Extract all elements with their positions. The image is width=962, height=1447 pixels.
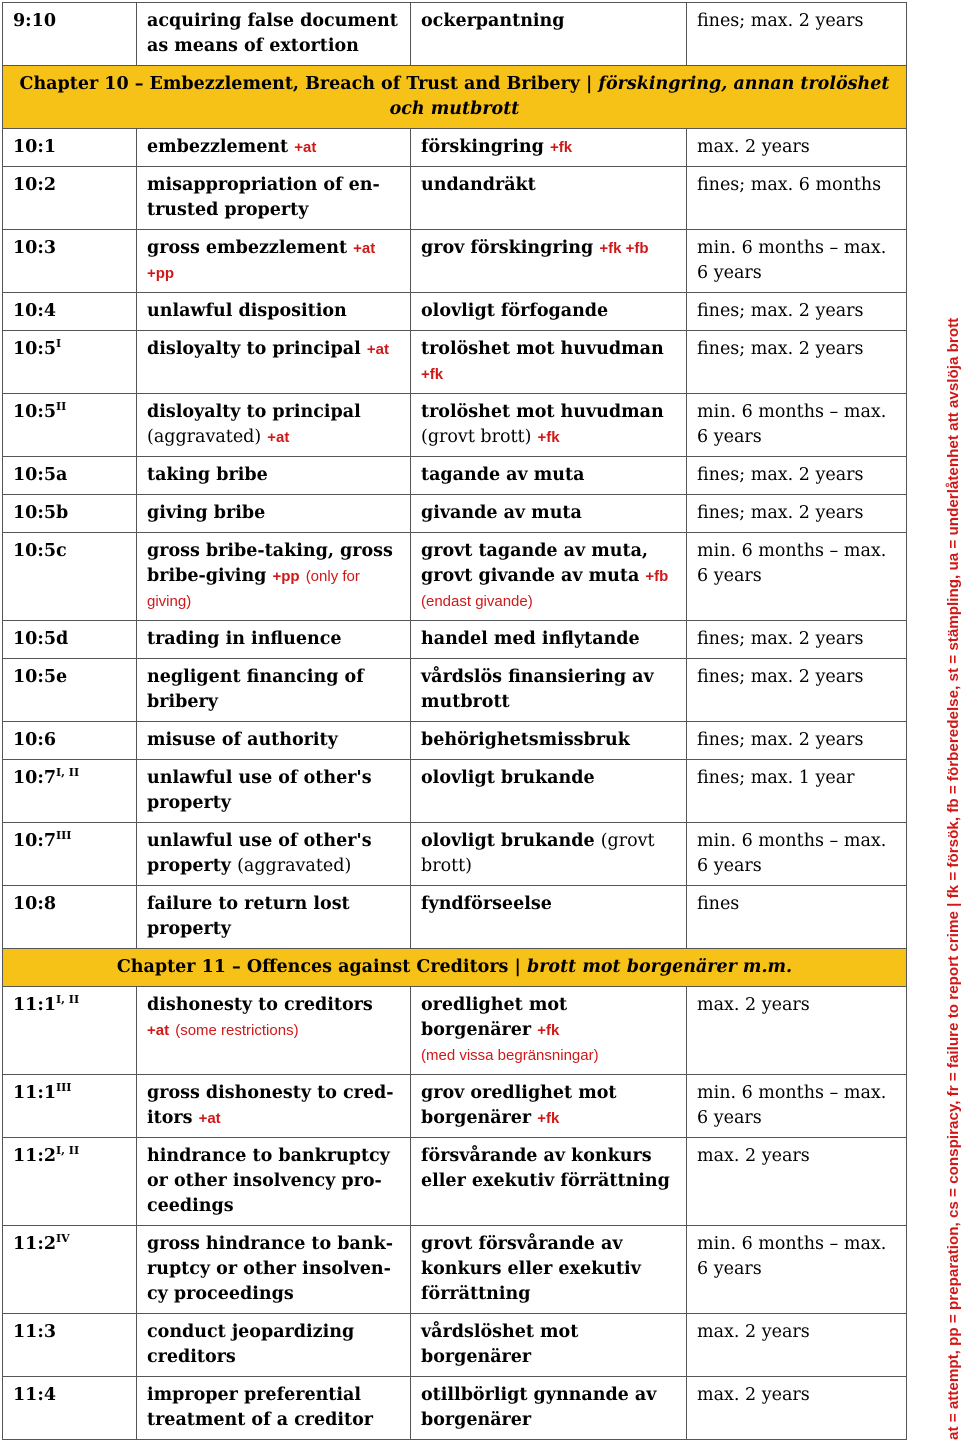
section-number: 10:8 [13, 894, 56, 914]
offence-en: misappropriation of entrusted property [147, 175, 380, 220]
penalty: max. 2 years [697, 995, 810, 1015]
penalty-cell [687, 394, 907, 457]
penalty-cell [687, 621, 907, 659]
penalty-cell [687, 495, 907, 533]
offence-sv: trolöshet mot huvudman [421, 402, 664, 422]
penalty: min. 6 months – max. 6 years [697, 1083, 887, 1128]
section-number: 10:2 [13, 175, 56, 195]
section-number: 11:1 [13, 1083, 56, 1103]
penalty: min. 6 months – max. 6 years [697, 541, 887, 586]
offence-en: gross hindrance to bankruptcy or other insolvency proceedings [147, 1234, 393, 1304]
section-cell [3, 293, 137, 331]
offence-en-cell [137, 167, 411, 230]
table-row [3, 394, 907, 457]
offence-sv-cell [411, 394, 687, 457]
penalty-cell [687, 457, 907, 495]
section-number: 10:6 [13, 730, 56, 750]
penalty: fines; max. 2 years [697, 730, 864, 750]
section-paragraph: II [56, 400, 67, 413]
offence-en-cell [137, 659, 411, 722]
penalty-cell [687, 3, 907, 66]
section-cell [3, 1075, 137, 1138]
offence-sv-cell [411, 1075, 687, 1138]
offence-en-cell [137, 3, 411, 66]
offence-en-tag: +at +pp [147, 240, 376, 282]
offence-sv: fyndförseelse [421, 894, 552, 914]
section-cell [3, 495, 137, 533]
section-number: 10:5b [13, 503, 69, 523]
penalty-table-body [3, 3, 907, 1440]
section-cell [3, 722, 137, 760]
chapter-heading-row [3, 949, 907, 987]
offence-sv: behörighetsmissbruk [421, 730, 630, 750]
penalty: fines; max. 2 years [697, 301, 864, 321]
offence-en: unlawful use of other's property [147, 831, 372, 876]
penalty-cell [687, 1138, 907, 1226]
section-number: 10:5d [13, 629, 69, 649]
abbreviation-legend: at = attempt, pp = preparation, cs = conspiracy, fr = failure to report crime | fk = försök, fb = förberedelse, st = stämpling, ua = underlåtenhet att avslöja brott [945, 317, 962, 1440]
offence-en-cell [137, 987, 411, 1075]
offence-en-tag: +at [294, 139, 317, 156]
offence-sv: otillbörligt gynnande av borgenärer [421, 1385, 657, 1430]
penalty: max. 2 years [697, 1322, 810, 1342]
offence-en: misuse of authority [147, 730, 338, 750]
section-cell [3, 1138, 137, 1226]
section-number: 11:2 [13, 1234, 56, 1254]
offence-en-cell [137, 495, 411, 533]
offence-en: disloyalty to principal [147, 339, 361, 359]
table-row [3, 659, 907, 722]
table-row [3, 293, 907, 331]
offence-en-note: (aggravated) [237, 856, 352, 876]
penalty-table [2, 2, 907, 1440]
table-row [3, 621, 907, 659]
section-number: 10:3 [13, 238, 56, 258]
offence-en: unlawful disposition [147, 301, 347, 321]
section-cell [3, 129, 137, 167]
table-row [3, 167, 907, 230]
section-cell [3, 230, 137, 293]
section-paragraph: I [56, 337, 62, 350]
penalty: fines; max. 2 years [697, 503, 864, 523]
offence-sv: vårdslös finansiering av mutbrott [421, 667, 654, 712]
offence-sv: olovligt förfogande [421, 301, 609, 321]
section-paragraph: IV [56, 1232, 70, 1245]
table-row [3, 1075, 907, 1138]
offence-sv-tag: +fb [645, 568, 669, 585]
table-row [3, 886, 907, 949]
offence-en-cell [137, 331, 411, 394]
table-row [3, 230, 907, 293]
section-number: 10:1 [13, 137, 56, 157]
table-row [3, 1226, 907, 1314]
offence-en: hindrance to bankruptcy or other insolvency proceedings [147, 1146, 390, 1216]
offence-en: unlawful use of other's property [147, 768, 372, 813]
table-row [3, 823, 907, 886]
penalty-cell [687, 659, 907, 722]
offence-en-cell [137, 293, 411, 331]
offence-sv-remark: (med vissa begränsningar) [421, 1047, 599, 1064]
section-cell [3, 823, 137, 886]
penalty-cell [687, 129, 907, 167]
offence-sv-tag: +fk [537, 1022, 560, 1039]
offence-en: taking bribe [147, 465, 268, 485]
offence-sv: handel med inflytande [421, 629, 640, 649]
offence-sv-tag: +fk [537, 1110, 560, 1127]
offence-en-cell [137, 722, 411, 760]
section-number: 9:10 [13, 11, 56, 31]
offence-sv: vårdslöshet mot borgenärer [421, 1322, 579, 1367]
penalty-cell [687, 230, 907, 293]
offence-sv: tagande av muta [421, 465, 585, 485]
offence-sv-cell [411, 1226, 687, 1314]
offence-en-cell [137, 621, 411, 659]
penalty-cell [687, 1226, 907, 1314]
offence-sv-tag: +fk [549, 139, 573, 156]
offence-sv-cell [411, 987, 687, 1075]
offence-sv-cell [411, 760, 687, 823]
offence-en-cell [137, 457, 411, 495]
offence-sv: trolöshet mot huvudman [421, 339, 664, 359]
offence-sv-cell [411, 1314, 687, 1377]
chapter-heading-row [3, 66, 907, 129]
offence-sv: grovt försvårande av konkurs eller exekutiv förrättning [421, 1234, 641, 1304]
section-cell [3, 987, 137, 1075]
offence-sv: undandräkt [421, 175, 536, 195]
offence-sv-cell [411, 495, 687, 533]
offence-sv-tag: +fk +fb [599, 240, 649, 257]
penalty: fines; max. 1 year [697, 768, 855, 788]
penalty: max. 2 years [697, 1146, 810, 1166]
offence-en-cell [137, 394, 411, 457]
offence-en-cell [137, 1314, 411, 1377]
offence-en-cell [137, 533, 411, 621]
offence-en: improper preferential treatment of a creditor [147, 1385, 374, 1430]
offence-sv: grovt tagande av muta, grovt givande av muta [421, 541, 649, 586]
offence-sv: grov förskingring [421, 238, 594, 258]
chapter-title-en: Chapter 11 – Offences against Creditors | [116, 957, 521, 977]
penalty-cell [687, 533, 907, 621]
offence-en-tag: +at [147, 1022, 170, 1039]
section-number: 10:7 [13, 831, 56, 851]
offence-sv-cell [411, 230, 687, 293]
penalty: min. 6 months – max. 6 years [697, 831, 887, 876]
section-number: 10:4 [13, 301, 56, 321]
table-row [3, 331, 907, 394]
offence-sv-cell [411, 621, 687, 659]
chapter-title-en: Chapter 10 – Embezzlement, Breach of Trust and Bribery | [19, 74, 593, 94]
offence-en-remark: (only for giving) [147, 568, 360, 610]
chapter-heading [3, 66, 907, 129]
offence-en-tag: +at [366, 341, 389, 358]
penalty-cell [687, 823, 907, 886]
table-row [3, 533, 907, 621]
penalty: fines; max. 2 years [697, 667, 864, 687]
section-paragraph: I, II [56, 993, 80, 1006]
section-cell [3, 331, 137, 394]
section-number: 10:7 [13, 768, 56, 788]
section-number: 10:5e [13, 667, 68, 687]
table-row [3, 722, 907, 760]
offence-en: giving bribe [147, 503, 266, 523]
offence-en: negligent financing of bribery [147, 667, 364, 712]
section-number: 10:5 [13, 339, 56, 359]
section-cell [3, 1314, 137, 1377]
offence-en: gross bribe-taking, gross bribe-giving [147, 541, 393, 586]
offence-en: acquiring false document as means of extortion [147, 11, 398, 56]
section-number: 10:5 [13, 402, 56, 422]
penalty-cell [687, 1314, 907, 1377]
chapter-title-sv: brott mot borgenärer m.m. [526, 957, 793, 977]
offence-en-cell [137, 886, 411, 949]
section-cell [3, 167, 137, 230]
section-paragraph: III [56, 1081, 72, 1094]
offence-en-tag: +at [198, 1110, 221, 1127]
offence-sv: ockerpantning [421, 11, 565, 31]
penalty: max. 2 years [697, 137, 810, 157]
table-row [3, 1314, 907, 1377]
offence-sv-cell [411, 659, 687, 722]
penalty-cell [687, 886, 907, 949]
penalty: min. 6 months – max. 6 years [697, 1234, 887, 1279]
section-number: 10:5a [13, 465, 68, 485]
offence-en: gross dishonesty to creditors [147, 1083, 394, 1128]
penalty-cell [687, 293, 907, 331]
penalty: fines; max. 2 years [697, 11, 864, 31]
section-cell [3, 457, 137, 495]
offence-en: gross embezzlement [147, 238, 348, 258]
section-number: 11:2 [13, 1146, 56, 1166]
offence-sv-cell [411, 129, 687, 167]
offence-en-cell [137, 760, 411, 823]
offence-sv-cell [411, 722, 687, 760]
penalty-cell [687, 1075, 907, 1138]
section-cell [3, 659, 137, 722]
offence-sv-cell [411, 886, 687, 949]
section-paragraph: III [56, 829, 72, 842]
offence-en-cell [137, 1226, 411, 1314]
penalty: fines [697, 894, 740, 914]
offence-en: trading in influence [147, 629, 342, 649]
table-row [3, 129, 907, 167]
offence-en: dishonesty to creditors [147, 995, 373, 1015]
penalty-cell [687, 760, 907, 823]
section-cell [3, 1377, 137, 1440]
section-cell [3, 621, 137, 659]
offence-en-note: (aggravated) [147, 427, 262, 447]
offence-sv: grov oredlighet mot borgenärer [421, 1083, 617, 1128]
penalty: fines; max. 2 years [697, 629, 864, 649]
offence-sv-cell [411, 167, 687, 230]
offence-sv-cell [411, 533, 687, 621]
offence-en-tag: +pp [272, 568, 300, 585]
offence-sv: givande av muta [421, 503, 582, 523]
table-row [3, 1377, 907, 1440]
offence-sv-cell [411, 1138, 687, 1226]
offence-en: failure to return lost property [147, 894, 350, 939]
offence-en-cell [137, 1377, 411, 1440]
penalty: fines; max. 2 years [697, 465, 864, 485]
section-cell [3, 886, 137, 949]
offence-sv: försvårande av konkurs eller exekutiv förrättning [421, 1146, 670, 1191]
section-number: 11:1 [13, 995, 56, 1015]
offence-sv-tag: +fk [537, 429, 560, 446]
offence-sv-remark: (endast givande) [421, 593, 533, 610]
offence-sv: förskingring [421, 137, 544, 157]
offence-sv: olovligt brukande [421, 831, 595, 851]
offence-en-cell [137, 1075, 411, 1138]
chapter-heading [3, 949, 907, 987]
section-paragraph: I, II [56, 1144, 80, 1157]
penalty-cell [687, 331, 907, 394]
penalty-cell [687, 987, 907, 1075]
table-row [3, 3, 907, 66]
offence-en-cell [137, 230, 411, 293]
offence-en-remark: (some restrictions) [175, 1022, 299, 1039]
offence-sv-cell [411, 293, 687, 331]
offence-sv-note: (grovt brott) [421, 427, 532, 447]
offence-sv: oredlighet mot borgenärer [421, 995, 568, 1040]
offence-en-cell [137, 129, 411, 167]
offence-en: conduct jeopardizing creditors [147, 1322, 355, 1367]
section-cell [3, 760, 137, 823]
offence-sv-cell [411, 457, 687, 495]
offence-sv: olovligt brukande [421, 768, 595, 788]
table-row [3, 457, 907, 495]
penalty: fines; max. 2 years [697, 339, 864, 359]
section-number: 10:5c [13, 541, 67, 561]
offence-en-tag: +at [267, 429, 290, 446]
offence-sv-cell [411, 331, 687, 394]
penalty: min. 6 months – max. 6 years [697, 402, 887, 447]
offence-en-cell [137, 823, 411, 886]
penalty: fines; max. 6 months [697, 175, 882, 195]
section-paragraph: I, II [56, 766, 80, 779]
section-number: 11:3 [13, 1322, 56, 1342]
offence-en: embezzlement [147, 137, 289, 157]
offence-en-cell [137, 1138, 411, 1226]
penalty-cell [687, 722, 907, 760]
section-cell [3, 3, 137, 66]
table-row [3, 1138, 907, 1226]
penalty-cell [687, 167, 907, 230]
penalty: min. 6 months – max. 6 years [697, 238, 887, 283]
penalty: max. 2 years [697, 1385, 810, 1405]
offence-sv-cell [411, 823, 687, 886]
section-cell [3, 1226, 137, 1314]
table-row [3, 495, 907, 533]
offence-sv-note: (grovt brott) [421, 831, 655, 876]
section-cell [3, 394, 137, 457]
table-row [3, 760, 907, 823]
table-row [3, 987, 907, 1075]
offence-sv-cell [411, 3, 687, 66]
offence-sv-tag: +fk [421, 366, 444, 383]
section-number: 11:4 [13, 1385, 56, 1405]
section-cell [3, 533, 137, 621]
chapter-title-sv: förskingring, annan trolöshet och mutbrott [389, 74, 890, 119]
offence-sv-cell [411, 1377, 687, 1440]
penalty-cell [687, 1377, 907, 1440]
offence-en: disloyalty to principal [147, 402, 361, 422]
